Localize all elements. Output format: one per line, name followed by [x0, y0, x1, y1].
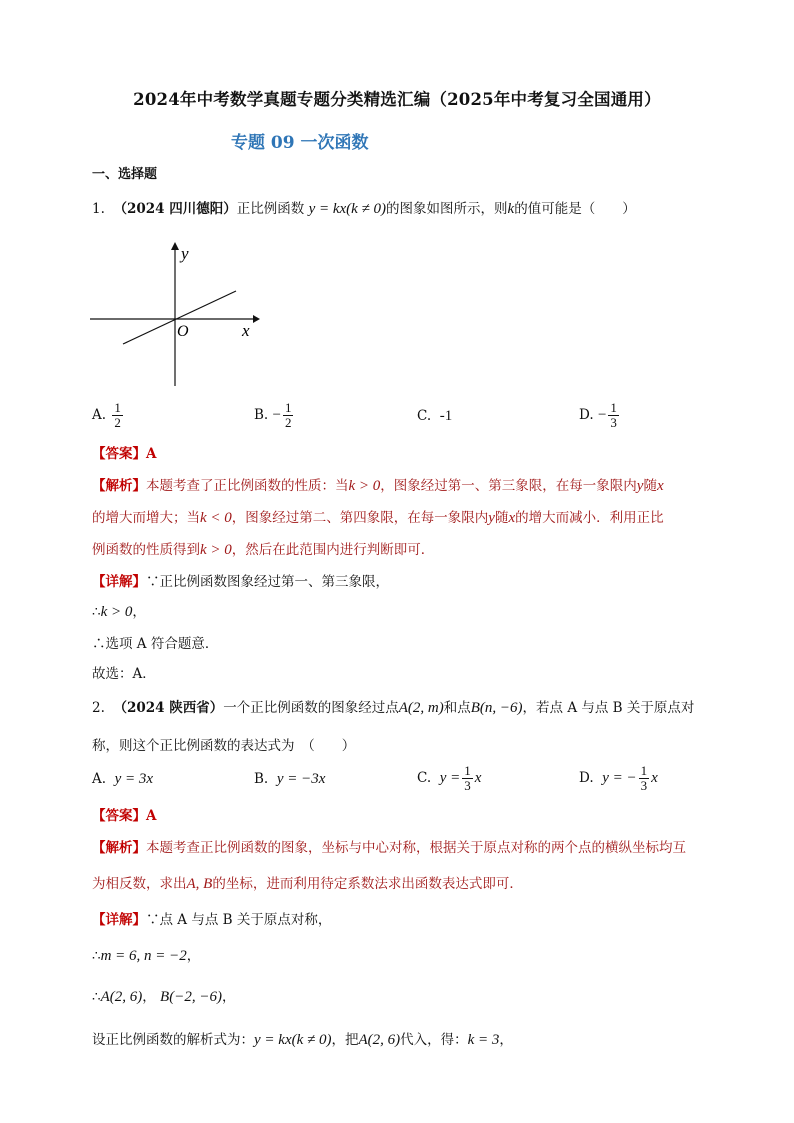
q1-option-a: A. $\frac{1}{2}$ [92, 400, 121, 430]
q1-answer: 【答案】A [92, 446, 157, 462]
topic-subtitle: 专题 09 一次函数 [231, 133, 369, 153]
y-axis-arrow [171, 242, 179, 250]
q1-analysis-line-1: 【解析】本题考查了正比例函数的性质：当k > 0，图象经过第一、第三象限，在每一象限内y随x [92, 478, 664, 494]
q1-detail-line-4: 故选：A． [92, 666, 156, 682]
q2-option-d: D. y = − $\frac{1}{3}$ x [579, 763, 658, 793]
q1-option-d: D. − $\frac{1}{3}$ [579, 400, 617, 430]
q1-detail-line-2: ∴k > 0， [92, 604, 146, 620]
origin-label: O [177, 323, 189, 340]
q2-detail-line-3: ∴A(2, 6)， B(−2, −6)， [92, 989, 236, 1005]
q1-option-c: C. -1 [417, 408, 453, 424]
q2-detail-line-4: 设正比例函数的解析式为：y = kx(k ≠ 0)，把A(2, 6)代入，得：k = 3， [92, 1032, 513, 1048]
q1-graph [88, 238, 260, 390]
q1-analysis-line-3: 例函数的性质得到k > 0，然后在此范围内进行判断即可． [92, 542, 435, 558]
q1-stem: 1. （2024 四川德阳）正比例函数 y = kx(k ≠ 0)的图象如图所示，则k的值可能是（ ） [92, 201, 636, 217]
q2-option-a: A. y = 3x [92, 771, 154, 787]
q1-analysis-line-2: 的增大而增大；当k < 0，图象经过第二、第四象限，在每一象限内y随x的增大而减小．利用正比 [92, 510, 664, 526]
x-axis-arrow [253, 315, 260, 323]
q1-option-b: B. − $\frac{1}{2}$ [254, 400, 292, 430]
q2-analysis-line-2: 为相反数，求出A, B的坐标，进而利用待定系数法求出函数表达式即可． [92, 876, 523, 892]
q1-detail-line-1: 【详解】∵正比例函数图象经过第一、第三象限， [92, 574, 389, 590]
section-heading: 一、选择题 [92, 167, 158, 182]
q2-option-b: B. y = −3x [254, 771, 326, 787]
q2-stem-line-1: 2. （2024 陕西省）一个正比例函数的图象经过点A(2, m)和点B(n, −6)，若点 A 与点 B 关于原点对 [92, 700, 695, 716]
q2-stem-line-2: 称，则这个正比例函数的表达式为 （ ） [92, 738, 356, 754]
document-title: 2024年中考数学真题专题分类精选汇编（2025年中考复习全国通用） [133, 90, 661, 109]
q2-analysis-line-1: 【解析】本题考查正比例函数的图象，坐标与中心对称，根据关于原点对称的两个点的横纵坐标均互 [92, 840, 686, 856]
q2-answer: 【答案】A [92, 808, 157, 824]
q2-detail-line-1: 【详解】∵点 A 与点 B 关于原点对称， [92, 912, 332, 928]
q2-option-c: C. y = $\frac{1}{3}$ x [417, 763, 482, 793]
q2-detail-line-2: ∴m = 6, n = −2， [92, 948, 201, 964]
y-axis-label: y [181, 244, 189, 263]
q1-detail-line-3: ∴选项 A 符合题意． [92, 636, 219, 652]
x-axis-label: x [242, 321, 250, 340]
